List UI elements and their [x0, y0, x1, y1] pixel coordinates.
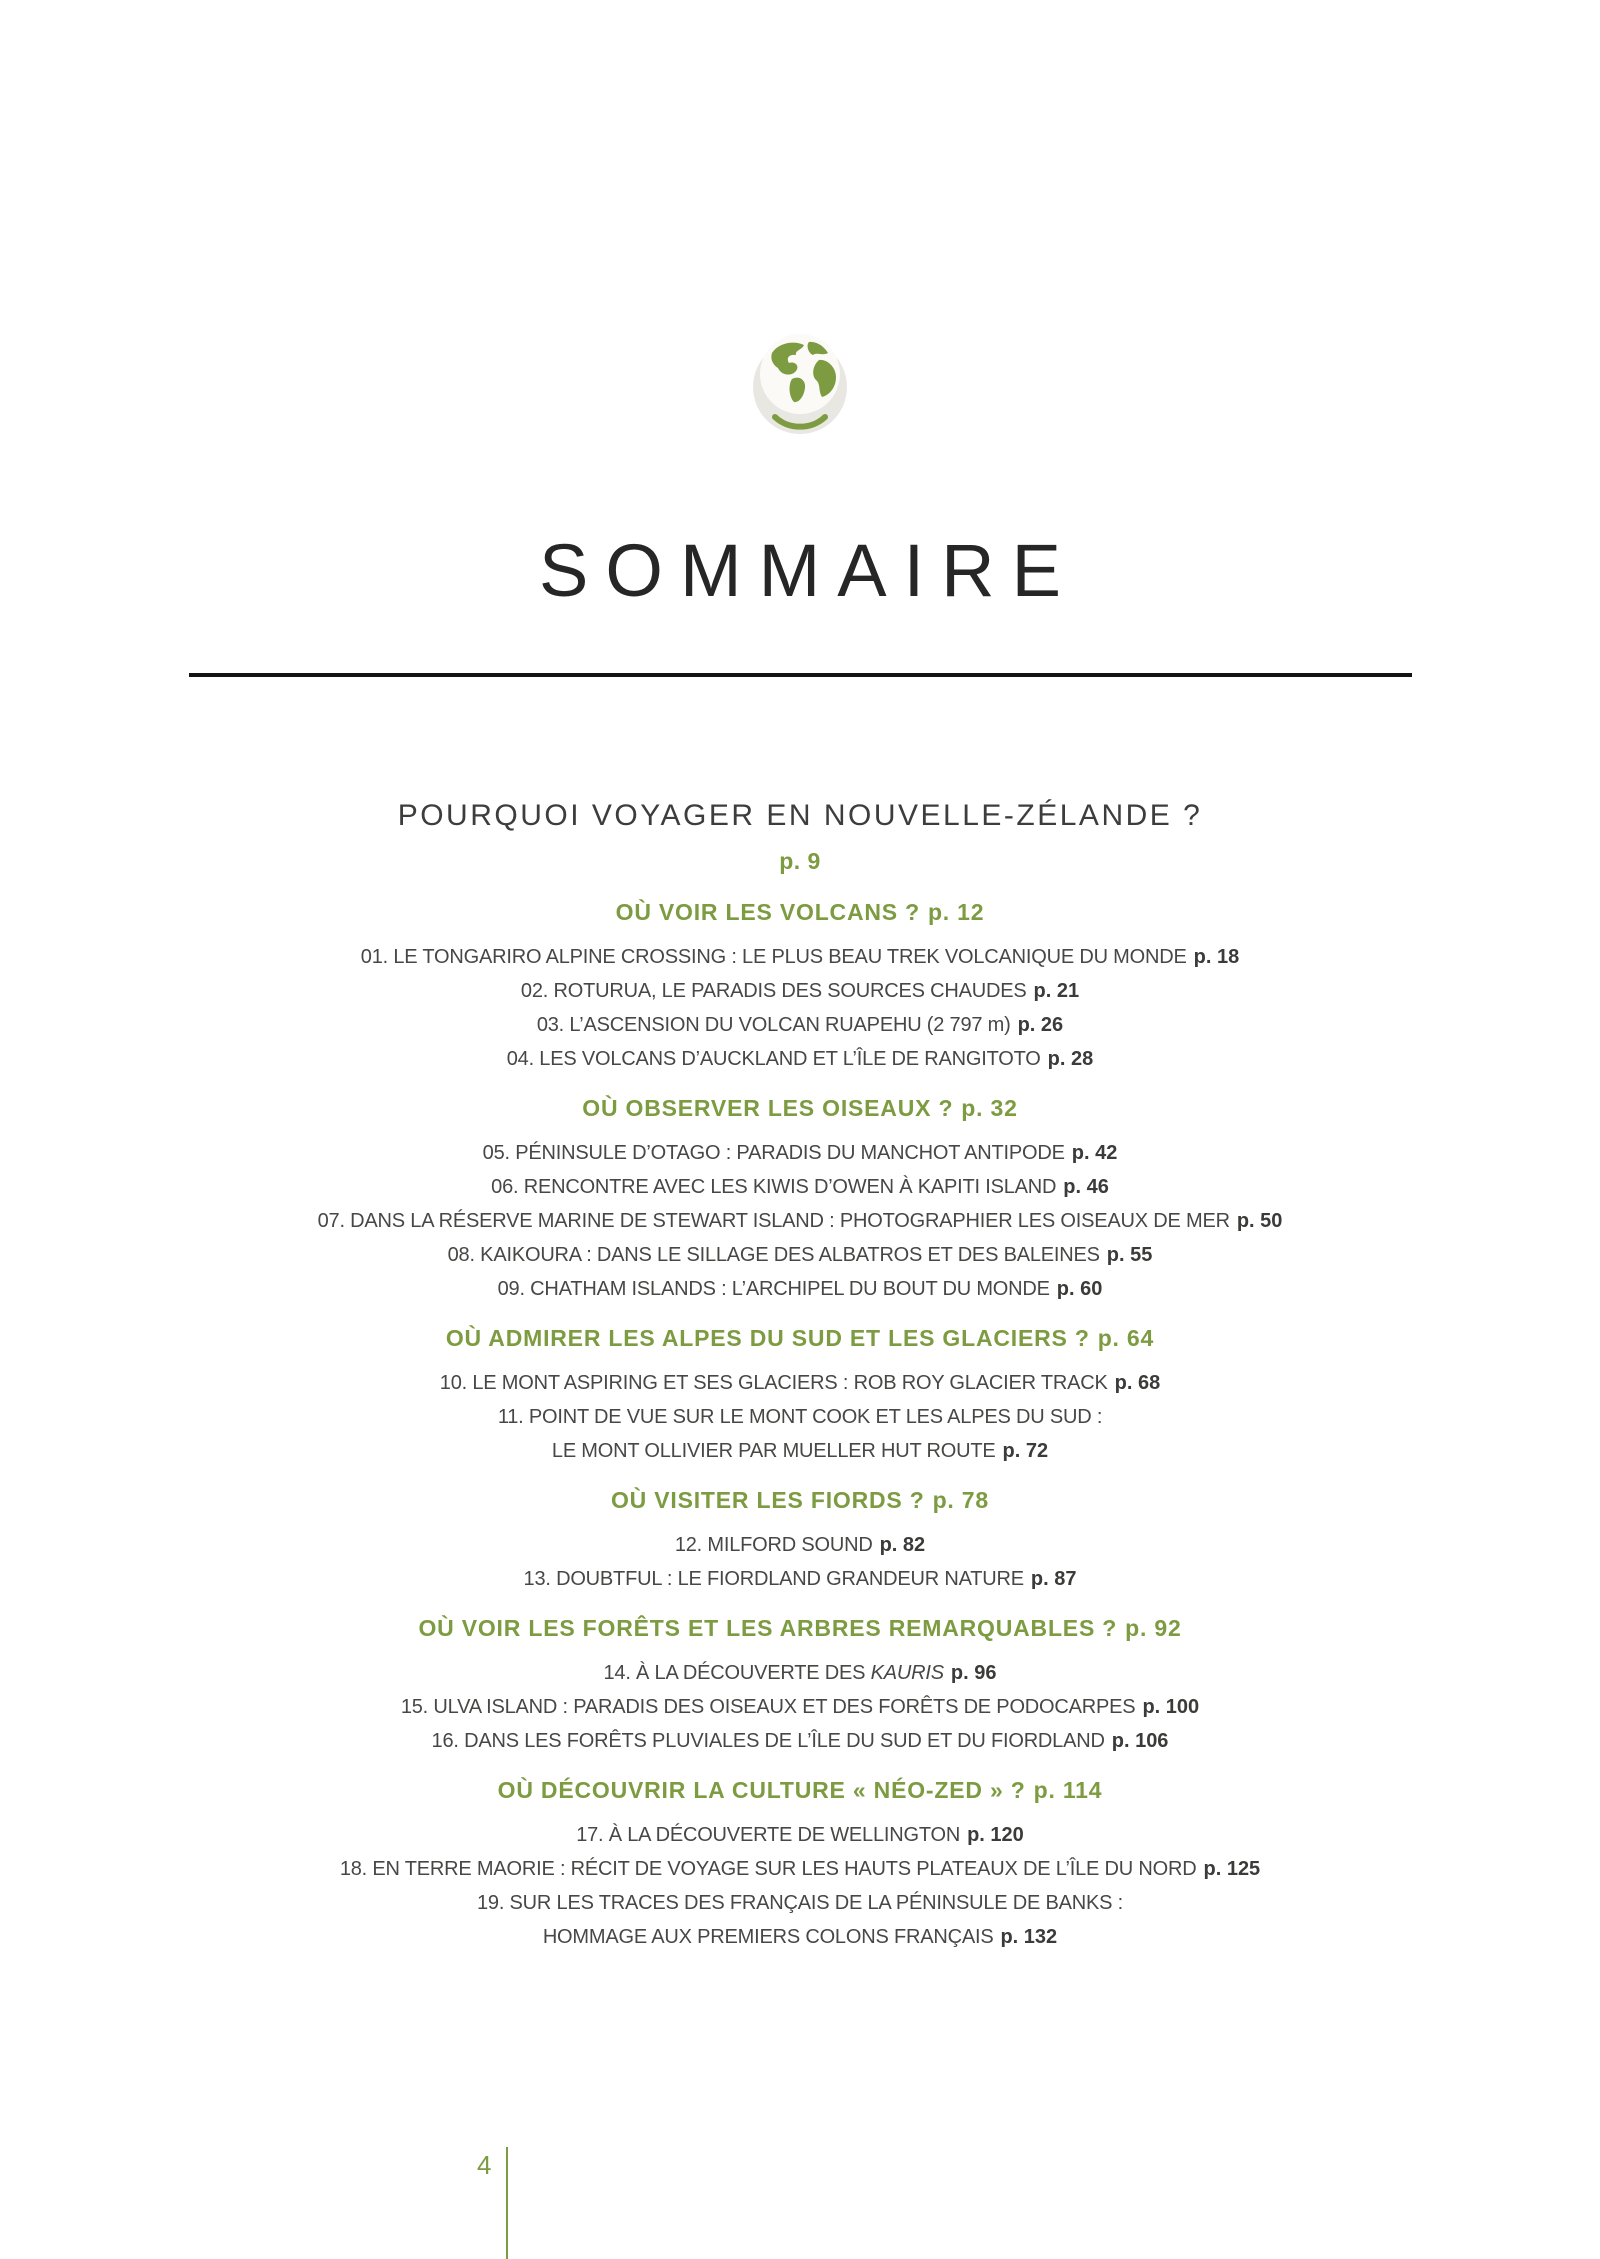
toc-item — [0, 1136, 1600, 1170]
toc-item-page-ref: p. 87 — [1030, 1568, 1077, 1590]
toc-item-text: 13. DOUBTFUL : LE FIORDLAND GRANDEUR NATURE — [523, 1568, 1024, 1590]
toc-item-text: 01. LE TONGARIRO ALPINE CROSSING : LE PLUS BEAU TREK VOLCANIQUE DU MONDE — [360, 946, 1187, 968]
toc-item-text: 08. KAIKOURA : DANS LE SILLAGE DES ALBATROS ET DES BALEINES — [447, 1244, 1100, 1266]
toc-item-text: 02. ROTURUA, LE PARADIS DES SOURCES CHAUDES — [520, 980, 1027, 1002]
toc-section-forets — [0, 1614, 1600, 1758]
toc-item — [0, 1852, 1600, 1886]
toc-item-text-line2: HOMMAGE AUX PREMIERS COLONS FRANÇAIS — [542, 1926, 994, 1948]
divider-line — [189, 673, 1412, 677]
toc-item-page-ref: p. 68 — [1114, 1372, 1161, 1394]
section-items — [0, 1366, 1600, 1468]
section-heading-text: OÙ VOIR LES VOLCANS ? — [615, 899, 920, 925]
toc-item-page-ref: p. 21 — [1033, 980, 1080, 1002]
toc-item — [0, 1724, 1600, 1758]
toc-item — [0, 1818, 1600, 1852]
toc-item-text: 14. À LA DÉCOUVERTE DES — [603, 1662, 871, 1684]
folio-rule — [506, 2147, 508, 2259]
section-heading — [0, 1094, 1600, 1122]
toc-item-page-ref: p. 100 — [1142, 1696, 1200, 1718]
section-heading-text: OÙ OBSERVER LES OISEAUX ? — [582, 1095, 954, 1121]
section-heading — [0, 898, 1600, 926]
section-page-ref: p. 114 — [1033, 1777, 1103, 1803]
toc-item-text-line2: LE MONT OLLIVIER PAR MUELLER HUT ROUTE — [551, 1440, 996, 1462]
section-heading — [0, 1614, 1600, 1642]
toc-section-culture — [0, 1776, 1600, 1954]
toc-item-page-ref: p. 50 — [1236, 1210, 1283, 1232]
folio-page-number: 4 — [477, 2150, 492, 2180]
toc-item — [0, 1238, 1600, 1272]
toc-item-text: 03. L’ASCENSION DU VOLCAN RUAPEHU (2 797 m) — [536, 1014, 1011, 1036]
globe-icon — [0, 0, 1600, 436]
intro-entry — [0, 798, 1600, 875]
section-page-ref: p. 92 — [1125, 1615, 1182, 1641]
intro-page-ref: p. 9 — [779, 848, 821, 874]
section-items — [0, 1818, 1600, 1954]
toc-item-page-ref: p. 96 — [950, 1662, 997, 1684]
section-items — [0, 1528, 1600, 1596]
toc-item-page-ref: p. 125 — [1203, 1858, 1261, 1880]
toc-item — [0, 1528, 1600, 1562]
toc-item-text: 05. PÉNINSULE D’OTAGO : PARADIS DU MANCHOT ANTIPODE — [482, 1142, 1065, 1164]
toc-item — [0, 1690, 1600, 1724]
section-page-ref: p. 64 — [1097, 1325, 1155, 1351]
section-heading — [0, 1486, 1600, 1514]
toc-item-text: 10. LE MONT ASPIRING ET SES GLACIERS : ROB ROY GLACIER TRACK — [439, 1372, 1108, 1394]
toc-item-text: 19. SUR LES TRACES DES FRANÇAIS DE LA PÉNINSULE DE BANKS : — [476, 1892, 1124, 1914]
toc-item-page-ref: p. 28 — [1047, 1048, 1094, 1070]
section-page-ref: p. 12 — [927, 899, 985, 925]
section-heading-text: OÙ VOIR LES FORÊTS ET LES ARBRES REMARQUABLES ? — [418, 1615, 1118, 1641]
toc-section-oiseaux — [0, 1094, 1600, 1306]
toc-item — [0, 1886, 1600, 1954]
toc-item — [0, 940, 1600, 974]
section-heading — [0, 1776, 1600, 1804]
intro-title: POURQUOI VOYAGER EN NOUVELLE-ZÉLANDE ? — [397, 799, 1203, 832]
toc-item-text: 11. POINT DE VUE SUR LE MONT COOK ET LES ALPES DU SUD : — [497, 1406, 1103, 1428]
toc-item-page-ref: p. 106 — [1111, 1730, 1169, 1752]
toc-item-page-ref: p. 72 — [1002, 1440, 1049, 1462]
toc-item-page-ref: p. 26 — [1017, 1014, 1064, 1036]
toc-item — [0, 1204, 1600, 1238]
toc-item — [0, 1656, 1600, 1690]
toc-item-text: 12. MILFORD SOUND — [674, 1534, 873, 1556]
toc-item-page-ref: p. 55 — [1106, 1244, 1153, 1266]
section-heading — [0, 1324, 1600, 1352]
toc-section-fiords — [0, 1486, 1600, 1596]
section-items — [0, 1136, 1600, 1306]
toc-item — [0, 1366, 1600, 1400]
section-page-ref: p. 78 — [932, 1487, 989, 1513]
section-heading-text: OÙ DÉCOUVRIR LA CULTURE « NÉO-ZED » ? — [497, 1777, 1026, 1803]
toc-section-alpes-glaciers — [0, 1324, 1600, 1468]
toc-item-page-ref: p. 132 — [1000, 1926, 1058, 1948]
section-items — [0, 940, 1600, 1076]
toc-item-text: 07. DANS LA RÉSERVE MARINE DE STEWART ISLAND : PHOTOGRAPHIER LES OISEAUX DE MER — [317, 1210, 1230, 1232]
toc-item — [0, 1042, 1600, 1076]
section-heading-text: OÙ VISITER LES FIORDS ? — [610, 1487, 925, 1513]
toc-item-page-ref: p. 82 — [879, 1534, 926, 1556]
toc-item — [0, 974, 1600, 1008]
page-title: SOMMAIRE — [539, 529, 1078, 612]
toc-item — [0, 1272, 1600, 1306]
section-page-ref: p. 32 — [961, 1095, 1018, 1121]
toc-item-text: 17. À LA DÉCOUVERTE DE WELLINGTON — [576, 1824, 961, 1846]
toc-item — [0, 1400, 1600, 1468]
toc-item — [0, 1170, 1600, 1204]
toc-item-text-italic: KAURIS — [870, 1662, 944, 1684]
section-heading-text: OÙ ADMIRER LES ALPES DU SUD ET LES GLACIERS ? — [445, 1325, 1090, 1351]
toc-item-page-ref: p. 18 — [1193, 946, 1240, 968]
toc-item-page-ref: p. 60 — [1056, 1278, 1103, 1300]
toc-item-text: 06. RENCONTRE AVEC LES KIWIS D’OWEN À KAPITI ISLAND — [491, 1176, 1057, 1198]
toc-item-text: 09. CHATHAM ISLANDS : L’ARCHIPEL DU BOUT DU MONDE — [497, 1278, 1050, 1300]
toc-item-page-ref: p. 42 — [1071, 1142, 1118, 1164]
section-items — [0, 1656, 1600, 1758]
toc-item — [0, 1562, 1600, 1596]
toc-item-text: 16. DANS LES FORÊTS PLUVIALES DE L’ÎLE DU SUD ET DU FIORDLAND — [431, 1730, 1105, 1752]
toc-item-text: 18. EN TERRE MAORIE : RÉCIT DE VOYAGE SUR LES HAUTS PLATEAUX DE L’ÎLE DU NORD — [339, 1858, 1197, 1880]
toc-item-text: 04. LES VOLCANS D’AUCKLAND ET L’ÎLE DE RANGITOTO — [506, 1048, 1041, 1070]
toc-section-volcans — [0, 898, 1600, 1076]
toc-item-page-ref: p. 46 — [1063, 1176, 1109, 1198]
toc-item-page-ref: p. 120 — [967, 1824, 1024, 1846]
toc-item — [0, 1008, 1600, 1042]
toc-item-text: 15. ULVA ISLAND : PARADIS DES OISEAUX ET DES FORÊTS DE PODOCARPES — [400, 1696, 1136, 1718]
